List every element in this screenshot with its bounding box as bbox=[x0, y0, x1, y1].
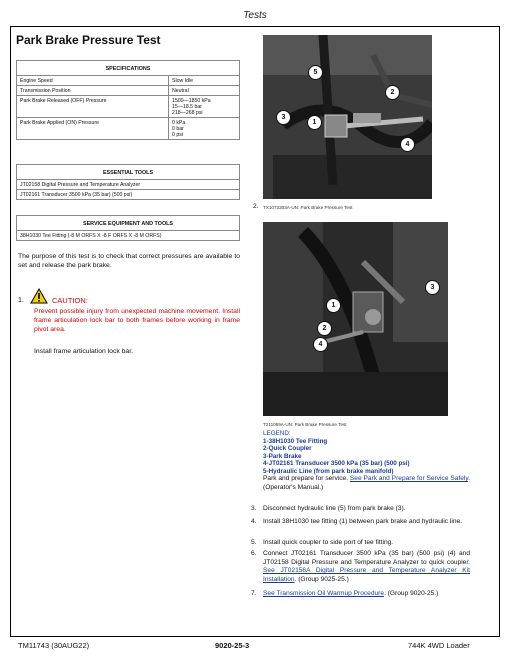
callout-marker: 2 bbox=[317, 321, 332, 336]
instruction-text: Install frame articulation lock bar. bbox=[34, 348, 133, 355]
spec-label: Park Brake Applied (ON) Pressure bbox=[17, 118, 169, 140]
figure-legend bbox=[263, 430, 410, 476]
spec-label: Park Brake Released (OFF) Pressure bbox=[17, 96, 169, 118]
footer-model: 744K 4WD Loader bbox=[408, 641, 470, 650]
specifications-heading: SPECIFICATIONS bbox=[17, 61, 240, 76]
spec-label: Engine Speed bbox=[17, 76, 169, 86]
footer-page-number: 9020-25-3 bbox=[215, 641, 250, 650]
table-row bbox=[17, 118, 240, 140]
legend-item: 1-38H1030 Tee Fitting bbox=[263, 437, 328, 445]
callout-marker: 4 bbox=[313, 337, 328, 352]
legend-item: 5-Hydraulic Line (from park brake manifold) bbox=[263, 467, 394, 475]
table-row bbox=[17, 86, 240, 96]
table-row bbox=[17, 180, 240, 190]
legend-item: 2-Quick Coupler bbox=[263, 445, 312, 453]
essential-tools-heading: ESSENTIAL TOOLS bbox=[17, 165, 240, 180]
analyzer-installation-link[interactable]: See JT02156A Digital Pressure and Temperature Analyzer Kit Installation bbox=[263, 567, 470, 583]
callout-marker: 3 bbox=[276, 110, 291, 125]
section-header: Tests bbox=[243, 10, 267, 21]
step-number: 5. bbox=[251, 539, 257, 546]
park-brake-photo-2 bbox=[263, 222, 448, 416]
spec-value: 0 kPa bbox=[172, 119, 186, 126]
right-margin-rule bbox=[499, 26, 500, 636]
callout-marker: 2 bbox=[385, 85, 400, 100]
step-text: Install quick coupler to side port of tee fitting. bbox=[263, 539, 394, 546]
caution-text: Prevent possible injury from unexpected machine movement. Install frame articulation lock bar to both frames before working in frame pivot area. bbox=[34, 308, 240, 333]
step-text: Install 38H1030 tee fitting (1) between park brake and hydraulic line. bbox=[263, 518, 463, 525]
legend-item: 4-JT02161 Transducer 3500 kPa (35 bar) (500 psi) bbox=[263, 460, 410, 468]
spec-value-group bbox=[169, 118, 240, 140]
step-4 bbox=[251, 518, 470, 527]
step-reference: . (Group 9020-25.) bbox=[384, 590, 439, 597]
figure-number: 2. bbox=[253, 203, 259, 210]
caution-label: CAUTION: bbox=[52, 296, 88, 305]
step-text: Park and prepare for service. bbox=[263, 475, 349, 482]
figure-caption: T211069A-UN: Park Brake Pressure Test bbox=[263, 422, 347, 427]
step-number: 6. bbox=[251, 550, 257, 557]
table-row bbox=[17, 231, 240, 241]
spec-value: 1500—1850 kPa bbox=[172, 97, 211, 104]
specifications-table bbox=[16, 60, 240, 140]
footer-divider bbox=[10, 636, 500, 637]
purpose-paragraph: The purpose of this test is to check that correct pressures are available to set and release the park brake. bbox=[18, 253, 240, 269]
footer-manual-id: TM11743 (30AUG22) bbox=[18, 641, 90, 650]
spec-value: 0 bar bbox=[172, 125, 184, 132]
service-equipment-heading: SERVICE EQUIPMENT AND TOOLS bbox=[17, 216, 240, 231]
step-3 bbox=[251, 505, 470, 514]
spec-value: Neutral bbox=[169, 86, 240, 96]
step-6 bbox=[251, 550, 470, 584]
callout-marker: 1 bbox=[326, 298, 341, 313]
step-number: 7. bbox=[251, 590, 257, 597]
legend-title: LEGEND: bbox=[263, 430, 291, 437]
callout-marker: 4 bbox=[400, 137, 415, 152]
table-row bbox=[17, 96, 240, 118]
step-5 bbox=[251, 539, 470, 548]
spec-value-group bbox=[169, 96, 240, 118]
left-margin-rule bbox=[10, 26, 11, 636]
park-prepare-link[interactable]: See Park and Prepare for Service Safely bbox=[349, 475, 469, 482]
header-divider bbox=[10, 26, 500, 27]
legend-item: 3-Park Brake bbox=[263, 452, 302, 460]
step-number: 1. bbox=[18, 297, 24, 304]
equipment-item: 38H1030 Tee Fitting (-8 M ORFS X -8 F ORFS X -8 M ORFS) bbox=[17, 231, 240, 241]
table-row bbox=[17, 190, 240, 200]
step-number: 3. bbox=[251, 505, 257, 512]
essential-tools-table bbox=[16, 164, 240, 200]
step-text: Connect JT02161 Transducer 3500 kPa (35 bar) (500 psi) (4) and JT02158 Digital Pressure and Temperature Analyzer to quick coupler. bbox=[263, 550, 470, 566]
step-reference: . (Group 9025-25.) bbox=[294, 575, 349, 583]
service-equipment-table bbox=[16, 215, 240, 241]
tool-item: JT02158 Digital Pressure and Temperature Analyzer bbox=[17, 180, 240, 190]
callout-marker: 3 bbox=[425, 280, 440, 295]
callout-marker: 5 bbox=[308, 65, 323, 80]
page-title: Park Brake Pressure Test bbox=[16, 33, 161, 47]
warning-triangle-icon bbox=[30, 288, 48, 304]
spec-value: 218—268 psi bbox=[172, 109, 203, 116]
table-row bbox=[17, 76, 240, 86]
step-reference: . (Operator's Manual.) bbox=[263, 475, 471, 491]
park-brake-photo-1 bbox=[263, 35, 432, 199]
step-number: 4. bbox=[251, 518, 257, 525]
callout-marker: 1 bbox=[307, 115, 322, 130]
spec-value: Slow Idle bbox=[169, 76, 240, 86]
figure-caption: TX1073303A-UN: Park Brake Pressure Test bbox=[263, 205, 353, 210]
photo-illustration bbox=[263, 222, 448, 416]
tool-item: JT02161 Transducer 3500 kPa (35 bar) (500 psi) bbox=[17, 190, 240, 200]
oil-warmup-link[interactable]: See Transmission Oil Warmup Procedure bbox=[263, 590, 385, 597]
spec-label: Transmission Position bbox=[17, 86, 169, 96]
step-2 bbox=[263, 475, 470, 492]
step-text: Disconnect hydraulic line (5) from park brake (3). bbox=[263, 505, 406, 512]
spec-value: 15—18.5 bar bbox=[172, 103, 202, 110]
step-7 bbox=[251, 590, 470, 599]
spec-value: 0 psi bbox=[172, 131, 183, 138]
